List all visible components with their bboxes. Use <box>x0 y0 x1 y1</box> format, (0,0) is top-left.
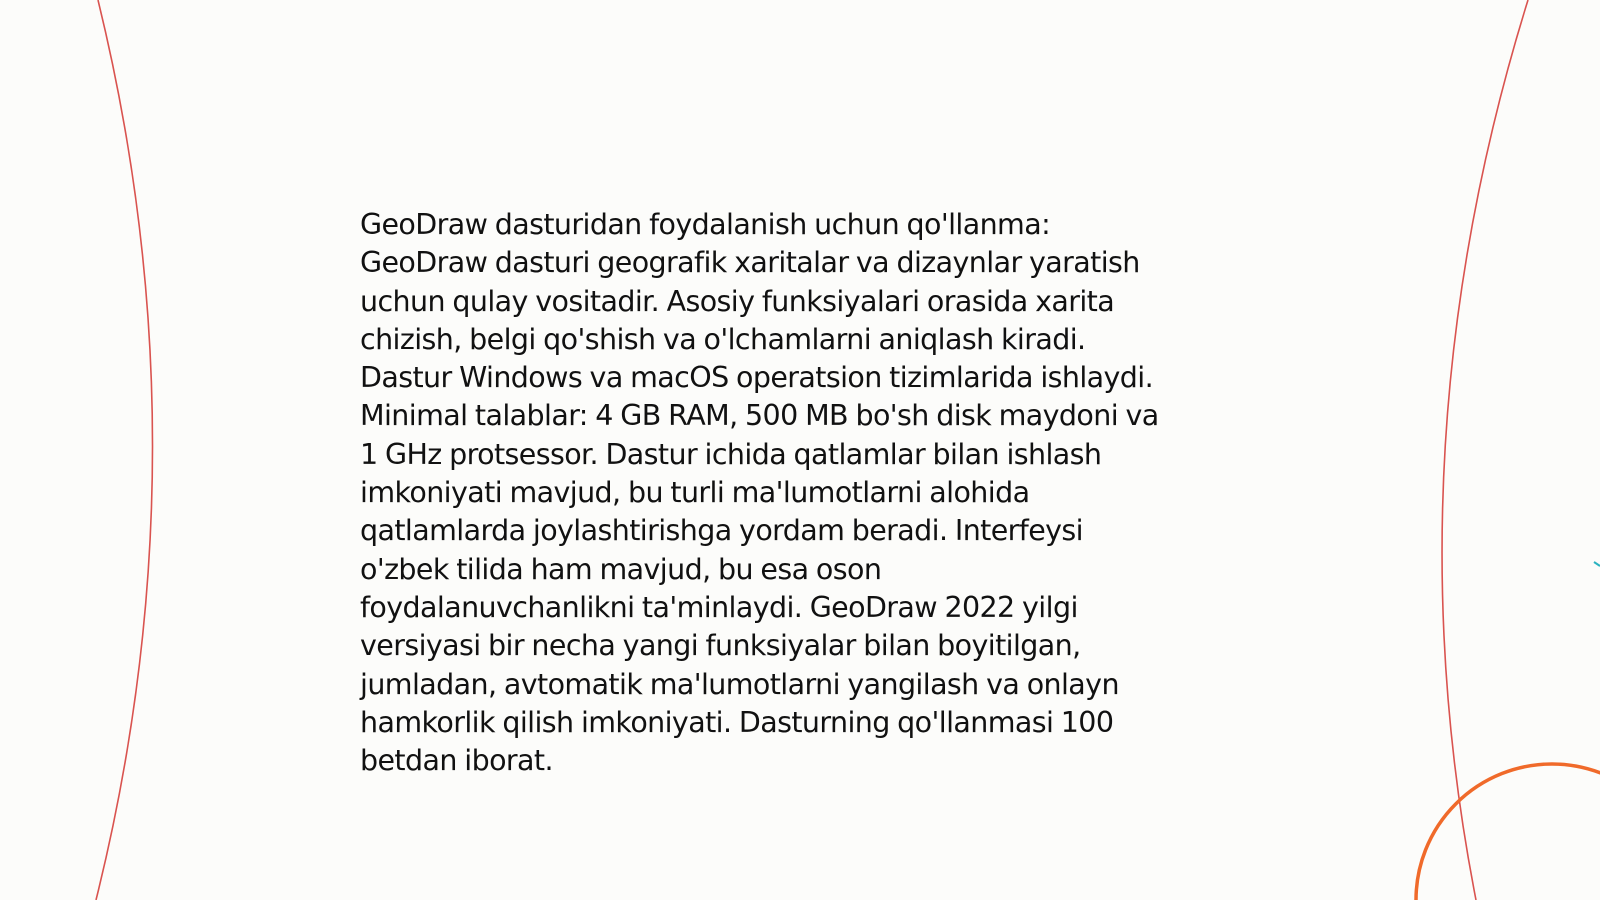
text-line-15: betdan iborat. <box>360 744 553 778</box>
text-line-11: foydalanuvchanlikni ta'minlaydi. GeoDraw 2022 yilgi <box>360 590 1078 624</box>
body-text <box>360 206 1240 780</box>
text-line-13: jumladan, avtomatik ma'lumotlarni yangilash va onlayn <box>360 667 1119 701</box>
text-line-2: GeoDraw dasturi geografik xaritalar va dizaynlar yaratish <box>360 246 1140 280</box>
text-line-5: Dastur Windows va macOS operatsion tizimlarida ishlaydi. <box>360 361 1154 395</box>
text-line-10: o'zbek tilida ham mavjud, bu esa oson <box>360 552 882 586</box>
text-line-8: imkoniyati mavjud, bu turli ma'lumotlarni alohida <box>360 476 1030 510</box>
text-line-14: hamkorlik qilish imkoniyati. Dasturning qo'llanmasi 100 <box>360 705 1114 739</box>
text-line-1: GeoDraw dasturidan foydalanish uchun qo'llanma: <box>360 208 1051 241</box>
orange-circle-outline <box>1416 764 1600 900</box>
text-line-7: 1 GHz protsessor. Dastur ichida qatlamlar bilan ishlash <box>360 437 1102 471</box>
text-line-4: chizish, belgi qo'shish va o'lchamlarni aniqlash kiradi. <box>360 322 1086 356</box>
teal-accent-mark <box>1594 562 1600 566</box>
text-line-6: Minimal talablar: 4 GB RAM, 500 MB bo'sh disk maydoni va <box>360 399 1159 433</box>
left-arc-curve <box>96 0 153 900</box>
right-arc-curve-outer <box>1442 0 1528 900</box>
text-line-9: qatlamlarda joylashtirishga yordam beradi. Interfeysi <box>360 514 1083 548</box>
text-line-12: versiyasi bir necha yangi funksiyalar bilan boyitilgan, <box>360 629 1081 663</box>
text-line-3: uchun qulay vositadir. Asosiy funksiyalari orasida xarita <box>360 284 1115 318</box>
